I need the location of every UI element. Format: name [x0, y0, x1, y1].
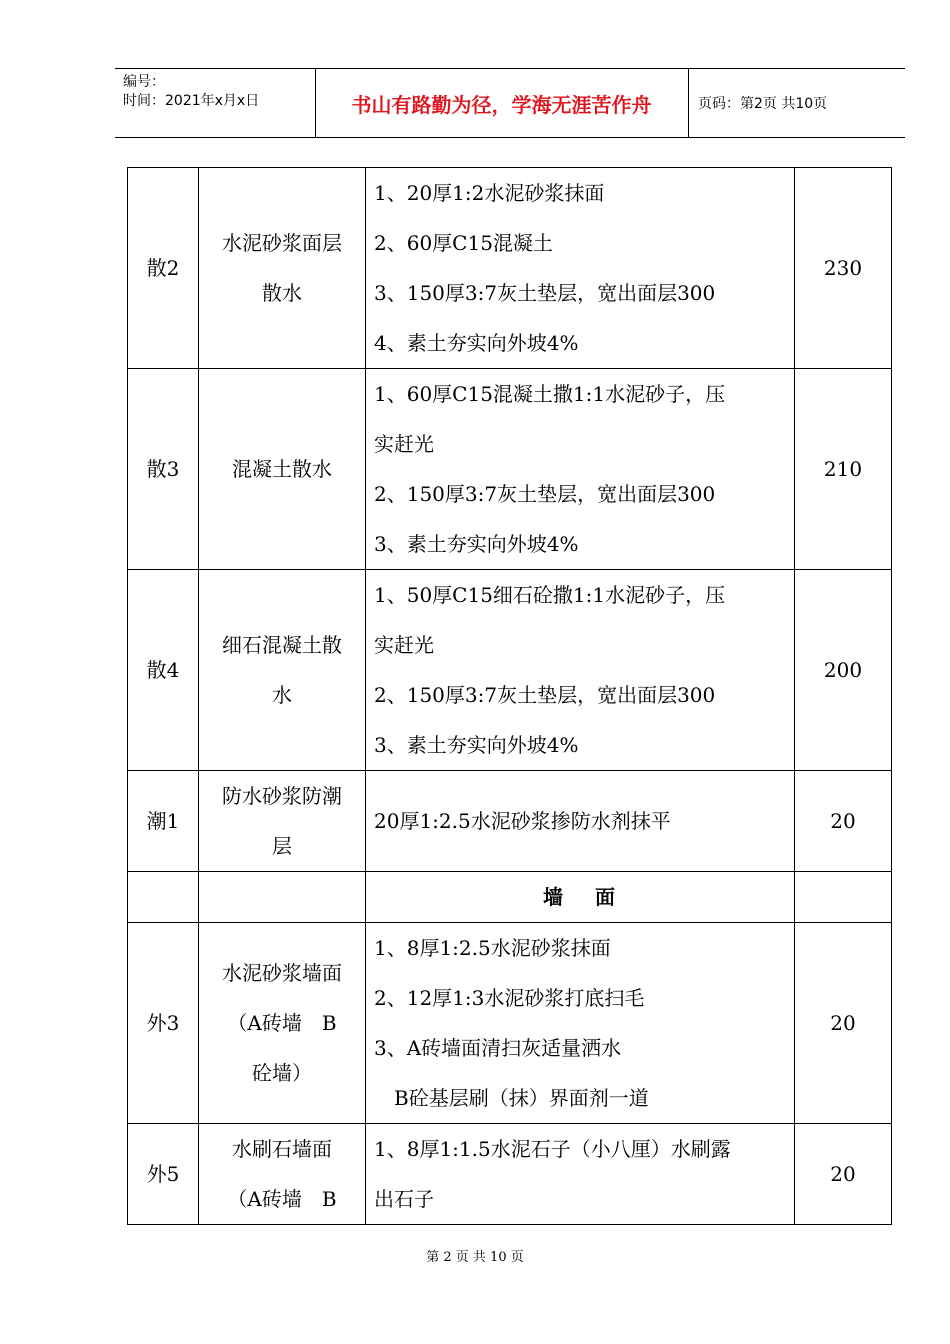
row-step: 2、60厚C15混凝土: [374, 231, 553, 255]
row-name-line: 水泥砂浆墙面: [222, 961, 342, 985]
row-name-line: 水刷石墙面: [232, 1137, 332, 1161]
empty-cell: [199, 872, 366, 923]
row-code: 潮1: [128, 771, 199, 872]
table-row: [128, 923, 892, 1124]
row-step: 1、8厚1:2.5水泥砂浆抹面: [374, 936, 611, 960]
header-meta: [123, 73, 259, 111]
row-code: 外5: [128, 1124, 199, 1225]
row-value: 20: [795, 771, 892, 872]
section-title: [366, 872, 795, 923]
row-name-line: 混凝土散水: [232, 457, 332, 481]
row-step: 3、A砖墙面清扫灰适量洒水: [374, 1036, 622, 1060]
row-name-line: （A砖墙 B: [227, 1011, 337, 1035]
row-code: 散2: [128, 168, 199, 369]
row-name-line: 砼墙）: [252, 1061, 312, 1085]
row-value: 20: [795, 1124, 892, 1225]
row-name-line: 水: [272, 683, 292, 707]
table-row: [128, 1124, 892, 1225]
empty-cell: [795, 872, 892, 923]
header-page-number: 页码：第2页 共10页: [698, 96, 828, 112]
row-step: 3、素土夯实向外坡4%: [374, 733, 579, 757]
row-name-line: 防水砂浆防潮: [222, 784, 342, 808]
row-name-line: 水泥砂浆面层: [222, 231, 342, 255]
section-header-row: [128, 872, 892, 923]
table-row: [128, 771, 892, 872]
section-title-char: 面: [595, 885, 617, 909]
row-name: [199, 923, 366, 1124]
row-step: 1、50厚C15细石砼撒1:1水泥砂子，压: [374, 583, 726, 607]
section-title-char: 墙: [543, 885, 565, 909]
row-steps: [366, 168, 795, 369]
row-step: 1、20厚1:2水泥砂浆抹面: [374, 181, 605, 205]
row-step: 出石子: [374, 1187, 434, 1211]
row-step: B砼基层刷（抹）界面剂一道: [394, 1086, 649, 1110]
row-step: 4、素土夯实向外坡4%: [374, 331, 579, 355]
row-name-line: 层: [272, 834, 292, 858]
header-motto: 书山有路勤为径，学海无涯苦作舟: [351, 92, 652, 117]
row-step: 1、60厚C15混凝土撒1:1水泥砂子，压: [374, 382, 726, 406]
row-name-line: （A砖墙 B: [227, 1187, 337, 1211]
row-name-line: 细石混凝土散: [222, 633, 342, 657]
row-step: 2、150厚3:7灰土垫层，宽出面层300: [374, 683, 716, 707]
row-value: 200: [795, 570, 892, 771]
row-step: 实赶光: [374, 633, 434, 657]
row-value: 210: [795, 369, 892, 570]
document-number-label: 编号：: [123, 74, 165, 90]
page-header: [115, 68, 905, 138]
row-steps: [366, 771, 795, 872]
row-code: 散3: [128, 369, 199, 570]
document-time-label: 时间：2021年x月x日: [123, 93, 260, 109]
table-row: [128, 168, 892, 369]
row-name: [199, 369, 366, 570]
row-code: 外3: [128, 923, 199, 1124]
row-code: 散4: [128, 570, 199, 771]
row-name: [199, 771, 366, 872]
row-step: 3、150厚3:7灰土垫层，宽出面层300: [374, 281, 716, 305]
row-name: [199, 168, 366, 369]
row-value: 20: [795, 923, 892, 1124]
row-steps: [366, 923, 795, 1124]
table-row: [128, 570, 892, 771]
header-divider: [688, 69, 689, 137]
row-name: [199, 570, 366, 771]
page-footer: 第 2 页 共 10 页: [426, 1250, 524, 1265]
row-step: 1、8厚1:1.5水泥石子（小八厘）水刷露: [374, 1137, 731, 1161]
row-value: 230: [795, 168, 892, 369]
row-name-line: 散水: [262, 281, 302, 305]
row-step: 2、12厚1:3水泥砂浆打底扫毛: [374, 986, 645, 1010]
row-step: 3、素土夯实向外坡4%: [374, 532, 579, 556]
row-step: 20厚1:2.5水泥砂浆掺防水剂抹平: [374, 809, 671, 833]
row-steps: [366, 570, 795, 771]
row-steps: [366, 1124, 795, 1225]
construction-spec-table: [127, 167, 892, 1225]
table-row: [128, 369, 892, 570]
row-name: [199, 1124, 366, 1225]
row-step: 实赶光: [374, 432, 434, 456]
empty-cell: [128, 872, 199, 923]
row-step: 2、150厚3:7灰土垫层，宽出面层300: [374, 482, 716, 506]
row-steps: [366, 369, 795, 570]
